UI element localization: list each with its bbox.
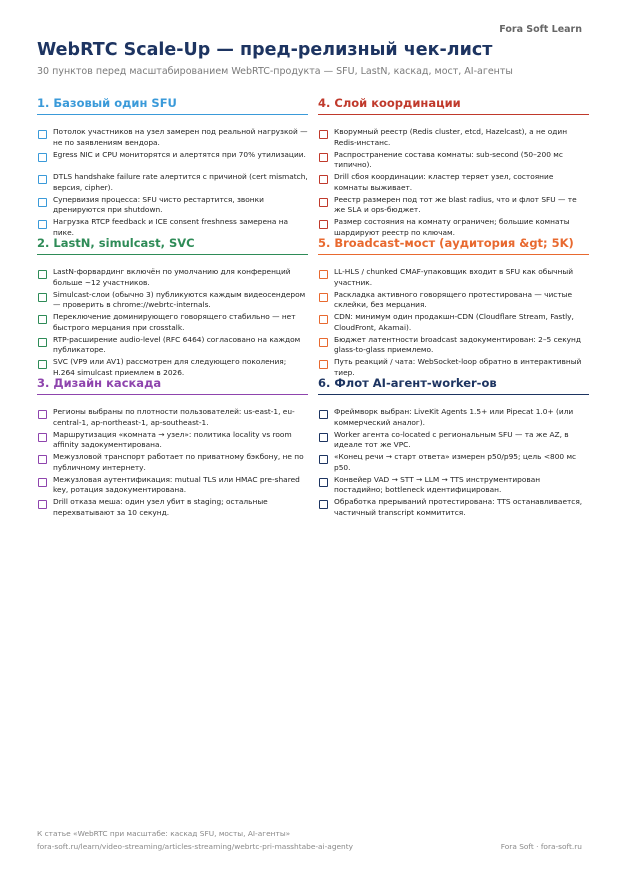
checklist-item	[37, 430, 308, 452]
item-text: CDN: минимум один продакшн-CDN (Cloudflare Stream, Fastly, CloudFront, Akamai).	[334, 312, 574, 332]
item-text: Drill сбоя координации: кластер теряет узел, состояние комнаты выживает.	[334, 172, 554, 192]
item-text: LL-HLS / chunked CMAF-упаковщик входит в SFU как обычный участник.	[334, 267, 573, 287]
section-heading: 2. LastN, simulcast, SVC	[37, 236, 308, 255]
checkbox[interactable]	[38, 500, 47, 509]
section-cascade-design	[37, 376, 308, 520]
item-text: RTP-расширение audio-level (RFC 6464) согласовано на каждом публикаторе.	[53, 334, 301, 354]
checklist	[318, 127, 589, 239]
item-text: Потолок участников на узел замерен под реальной нагрузкой — не по заявлениям вендора.	[53, 127, 308, 147]
checklist-item	[318, 267, 589, 289]
item-text: SVC (VP9 или AV1) рассмотрен для следующего поколения; H.264 simulcast приемлем в 2026.	[53, 357, 287, 377]
checkbox[interactable]	[38, 360, 47, 369]
item-text: DTLS handshake failure rate алертится с причиной (cert mismatch, версия, cipher).	[53, 172, 308, 192]
checklist-item	[318, 497, 589, 519]
item-text: Фреймворк выбран: LiveKit Agents 1.5+ или Pipecat 1.0+ (или коммерческий аналог).	[334, 407, 574, 427]
checklist-item	[318, 290, 589, 312]
checkbox[interactable]	[319, 455, 328, 464]
checkbox[interactable]	[38, 478, 47, 487]
section-coordination-layer	[318, 96, 589, 240]
item-text: Регионы выбраны по плотности пользователей: us-east-1, eu-central-1, ap-northeast-1, ap-southeast-1.	[53, 407, 295, 427]
checklist-item	[37, 312, 308, 334]
section-heading: 4. Слой координации	[318, 96, 589, 115]
checkbox[interactable]	[319, 153, 328, 162]
section-lastn-simulcast	[37, 236, 308, 380]
item-text: Реестр размерен под тот же blast radius, что и флот SFU — те же SLA и ops-бюджет.	[334, 194, 577, 214]
checklist	[318, 407, 589, 519]
section-heading: 3. Дизайн каскада	[37, 376, 308, 395]
item-text: Раскладка активного говорящего протестирована — чистые склейки, без мерцания.	[334, 289, 573, 309]
brand-label: Fora Soft Learn	[499, 24, 582, 35]
checklist	[37, 407, 308, 519]
item-text: Обработка прерываний протестирована: TTS останавливается, частичный transcript коммитится.	[334, 497, 583, 517]
item-text: Worker агента co-located с региональным SFU — та же AZ, в идеале тот же VPC.	[334, 429, 569, 449]
checkbox[interactable]	[319, 338, 328, 347]
checklist-item	[37, 497, 308, 519]
section-ai-agent-fleet	[318, 376, 589, 520]
checkbox[interactable]	[319, 360, 328, 369]
checkbox[interactable]	[38, 433, 47, 442]
item-text: Путь реакций / чата: WebSocket-loop обратно в интерактивный тиер.	[334, 357, 582, 377]
page-title: WebRTC Scale-Up — пред-релизный чек-лист	[37, 40, 493, 60]
checkbox[interactable]	[38, 410, 47, 419]
item-text: Супервизия процесса: SFU чисто рестартится, звонки дренируются при shutdown.	[53, 194, 264, 214]
item-text: Drill отказа меша: один узел убит в staging; остальные перехватывают за 10 секунд.	[53, 497, 268, 517]
checklist-item	[37, 452, 308, 474]
item-text: Egress NIC и CPU мониторятся и алертятся при 70% утилизации.	[53, 149, 306, 159]
section-broadcast-bridge	[318, 236, 589, 380]
checklist-item	[318, 172, 589, 194]
checklist-item	[318, 430, 589, 452]
checklist-item	[37, 195, 308, 217]
checklist-item	[318, 195, 589, 217]
checkbox[interactable]	[38, 338, 47, 347]
checklist-item	[37, 335, 308, 357]
checklist-item	[37, 127, 308, 149]
checklist-item	[318, 312, 589, 334]
checklist-item	[37, 267, 308, 289]
checklist-item	[37, 475, 308, 497]
checklist-item	[37, 407, 308, 429]
checkbox[interactable]	[319, 198, 328, 207]
footer-article-reference: К статье «WebRTC при масштабе: каскад SFU, мосты, AI-агенты»	[37, 829, 291, 838]
checklist-item	[318, 452, 589, 474]
checkbox[interactable]	[319, 270, 328, 279]
item-text: «Конец речи → старт ответа» измерен p50/p95; цель <800 мс p50.	[334, 452, 577, 472]
checklist-item	[318, 150, 589, 172]
checkbox[interactable]	[319, 220, 328, 229]
checkbox[interactable]	[319, 433, 328, 442]
item-text: Размер состояния на комнату ограничен; большие комнаты шардируют реестр по ключам.	[334, 217, 570, 237]
section-heading: 6. Флот AI-агент-worker-ов	[318, 376, 589, 395]
section-heading: 1. Базовый один SFU	[37, 96, 308, 115]
checkbox[interactable]	[319, 130, 328, 139]
checkbox[interactable]	[319, 293, 328, 302]
checklist-item	[318, 475, 589, 497]
checkbox[interactable]	[319, 315, 328, 324]
item-text: Кворумный реестр (Redis cluster, etcd, Hazelcast), а не один Redis-инстанс.	[334, 127, 568, 147]
checkbox[interactable]	[319, 478, 328, 487]
item-text: Переключение доминирующего говорящего стабильно — нет быстрого мерцания при crosstalk.	[53, 312, 296, 332]
item-text: Маршрутизация «комната → узел»: политика locality vs room affinity задокументирована.	[53, 429, 292, 449]
footer-brand: Fora Soft · fora-soft.ru	[500, 842, 582, 851]
checklist-item	[37, 290, 308, 312]
checkbox[interactable]	[38, 175, 47, 184]
checkbox[interactable]	[38, 293, 47, 302]
item-text: Межузловой транспорт работает по приватному бэкбону, не по публичному интернету.	[53, 452, 304, 472]
checklist	[318, 267, 589, 379]
checklist	[37, 127, 308, 239]
item-text: Конвейер VAD → STT → LLM → TTS инструментирован постадийно; bottleneck идентифицирован.	[334, 474, 541, 494]
checkbox[interactable]	[38, 130, 47, 139]
checklist-item	[37, 172, 308, 194]
section-heading: 5. Broadcast-мост (аудитория &gt; 5K)	[318, 236, 589, 255]
checkbox[interactable]	[319, 500, 328, 509]
page-subtitle: 30 пунктов перед масштабированием WebRTC-продукта — SFU, LastN, каскад, мост, AI-агенты	[37, 66, 513, 77]
checklist-item	[37, 150, 308, 172]
checkbox[interactable]	[38, 315, 47, 324]
item-text: Бюджет латентности broadcast задокументирован: 2–5 секунд glass-to-glass приемлемо.	[334, 334, 581, 354]
checkbox[interactable]	[38, 455, 47, 464]
checklist-item	[318, 407, 589, 429]
footer-article-url[interactable]: fora-soft.ru/learn/video-streaming/articles-streaming/webrtc-pri-masshtabe-ai-agenty	[37, 842, 354, 851]
checkbox[interactable]	[319, 410, 328, 419]
item-text: Межузловая аутентификация: mutual TLS или HMAC pre-shared key, ротация задокументирована.	[53, 474, 300, 494]
checkbox[interactable]	[319, 175, 328, 184]
checklist-item	[318, 335, 589, 357]
checkbox[interactable]	[38, 220, 47, 229]
checklist	[37, 267, 308, 379]
checklist-item	[318, 127, 589, 149]
checkbox[interactable]	[38, 153, 47, 162]
checkbox[interactable]	[38, 198, 47, 207]
item-text: LastN-форвардинг включён по умолчанию для конференций больше ~12 участников.	[53, 267, 291, 287]
section-base-sfu	[37, 96, 308, 240]
item-text: Нагрузка RTCP feedback и ICE consent freshness замерена на пике.	[53, 217, 289, 237]
item-text: Распространение состава комнаты: sub-second (50–200 мс типично).	[334, 149, 563, 169]
item-text: Simulcast-слои (обычно 3) публикуются каждым видеосендером — проверить в chrome://webrtc-internals.	[53, 289, 306, 309]
checkbox[interactable]	[38, 270, 47, 279]
